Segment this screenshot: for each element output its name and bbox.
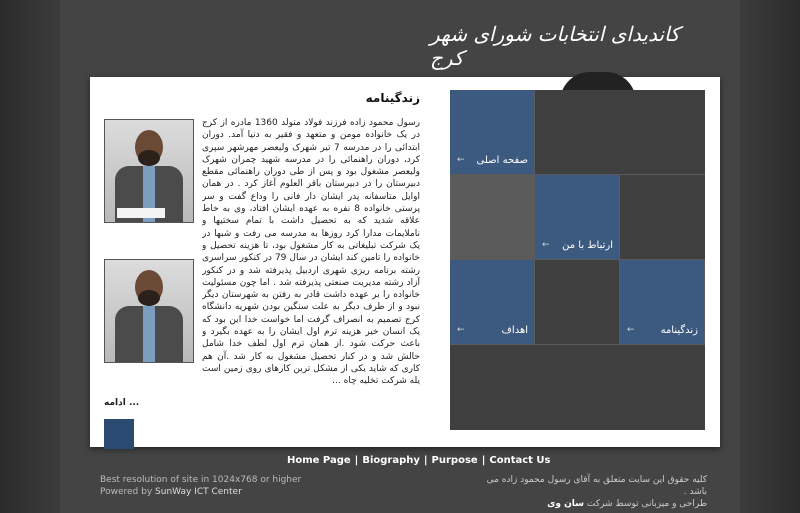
- footer-credits: [100, 474, 301, 498]
- biography-section: [90, 77, 435, 447]
- nav-tile-contact[interactable]: [535, 175, 619, 259]
- separator: |: [423, 455, 428, 466]
- resolution-note: Best resolution of site in 1024x768 or higher: [100, 475, 302, 485]
- separator: |: [481, 455, 486, 466]
- footer-nav: [287, 455, 550, 466]
- read-more-link[interactable]: ادامه ...: [104, 398, 140, 408]
- design-credit-brand[interactable]: سان وی: [547, 499, 585, 509]
- biography-heading: زندگینامه: [365, 91, 420, 105]
- biography-text: رسول محمود زاده فرزند فولاد متولد 1360 مادره از کرج در یک خانواده مومن و متعهد و فقیر به دنیا آمد. دوران ابتدائی را در مدرسه 7 تیر شهرک ولیعصر مهرشهر سپری کرد، دوران راهنمائی را در مدرسه شهید چمران شهرک ولیعصر مشغول بود و پس از طی دوران راهنمائی مقطع دبیرستان را در دبیرستان باقر العلوم آغاز کرد . در همان اوایل متاسفانه پدر ایشان دار فانی را وداع گفت و سر پرستی خانواده 8 نفره به عهده ایشان افتاد، وی به خاط علاقه شدید که به تحصیل داشت با تمام سختیها و ناملایمات مدارا کرد روزها به مدرسه می رفت و شبها در یک شرکت تبلیغاتی به کار مشغول بود، تا هزینه تحصیل و خانواده را تامین کند ایشان در سال 79 در کنکور سراسری رشته برنامه ریزی شهری اردبیل پذیرفته شد و در کنکور آزاد رشته مدیریت صنعتی پذیرفته شد . اما چون مسئولیت خانواده را بر عهده داشت قادر به رفتن به شهرستان دیگر نبود و از طرف دیگر به علت سنگین بودن شهریه دانشگاه کرج تصمیم به انصراف گرفت اما خواست خدا این بود که یک انسان خیر هزینه ترم اول ایشان را به عهده بگیرد و باعث حرکت شود .از همان ترم اول لطف خدا شامل حالش شد و در کنار تحصیل مشغول به کار شد .آن هم کاری که شاید یکی از مشکل ترین کارهای روی زمین است یله شرکت تخلیه چاه ...: [202, 118, 420, 387]
- nav-tile-label: زندگینامه: [660, 325, 698, 336]
- navigation-panel: [450, 90, 705, 430]
- nav-tile-goals[interactable]: [450, 260, 534, 344]
- nav-tile-label: اهداف: [501, 325, 528, 336]
- panel-block: [450, 345, 705, 430]
- footer-copyright: [470, 474, 707, 510]
- panel-block: [535, 260, 619, 344]
- panel-block: [620, 175, 705, 259]
- separator: |: [354, 455, 359, 466]
- nav-tile-label: صفحه اصلی: [476, 155, 528, 166]
- arrow-left-icon: ←: [627, 325, 635, 335]
- arrow-left-icon: ←: [457, 155, 465, 165]
- powered-by-brand[interactable]: SunWay ICT Center: [155, 487, 242, 497]
- footer-link-contact[interactable]: Contact Us: [489, 455, 551, 466]
- nav-tile-biography[interactable]: [620, 260, 704, 344]
- panel-block: [535, 90, 705, 174]
- content-card: [90, 77, 720, 447]
- nav-tile-label: ارتباط با من: [562, 240, 613, 251]
- candidate-photo-writing: [104, 119, 194, 223]
- design-credit-label: طراحی و میزبانی توسط شرکت: [584, 499, 707, 509]
- site-title: کاندیدای انتخابات شورای شهر کرج: [430, 22, 680, 70]
- background-right: [740, 0, 800, 513]
- paper: [117, 208, 165, 218]
- thumbnail-image[interactable]: [104, 419, 134, 449]
- arrow-left-icon: ←: [542, 240, 550, 250]
- footer-link-home[interactable]: Home Page: [287, 455, 351, 466]
- person-beard: [138, 290, 160, 306]
- footer-link-purpose[interactable]: Purpose: [431, 455, 478, 466]
- design-credit-line: [470, 498, 707, 510]
- nav-tile-home[interactable]: [450, 90, 534, 174]
- candidate-photo-portrait: [104, 259, 194, 363]
- person-beard: [138, 150, 160, 166]
- copyright-text: کلیه حقوق این سایت متعلق به آقای رسول محمود زاده می باشد .: [486, 475, 707, 497]
- person-shirt: [143, 306, 155, 362]
- powered-by-label: Powered by: [100, 487, 156, 497]
- powered-by-line: [100, 486, 301, 498]
- arrow-left-icon: ←: [457, 325, 465, 335]
- background-left: [0, 0, 60, 513]
- footer-link-biography[interactable]: Biography: [362, 455, 420, 466]
